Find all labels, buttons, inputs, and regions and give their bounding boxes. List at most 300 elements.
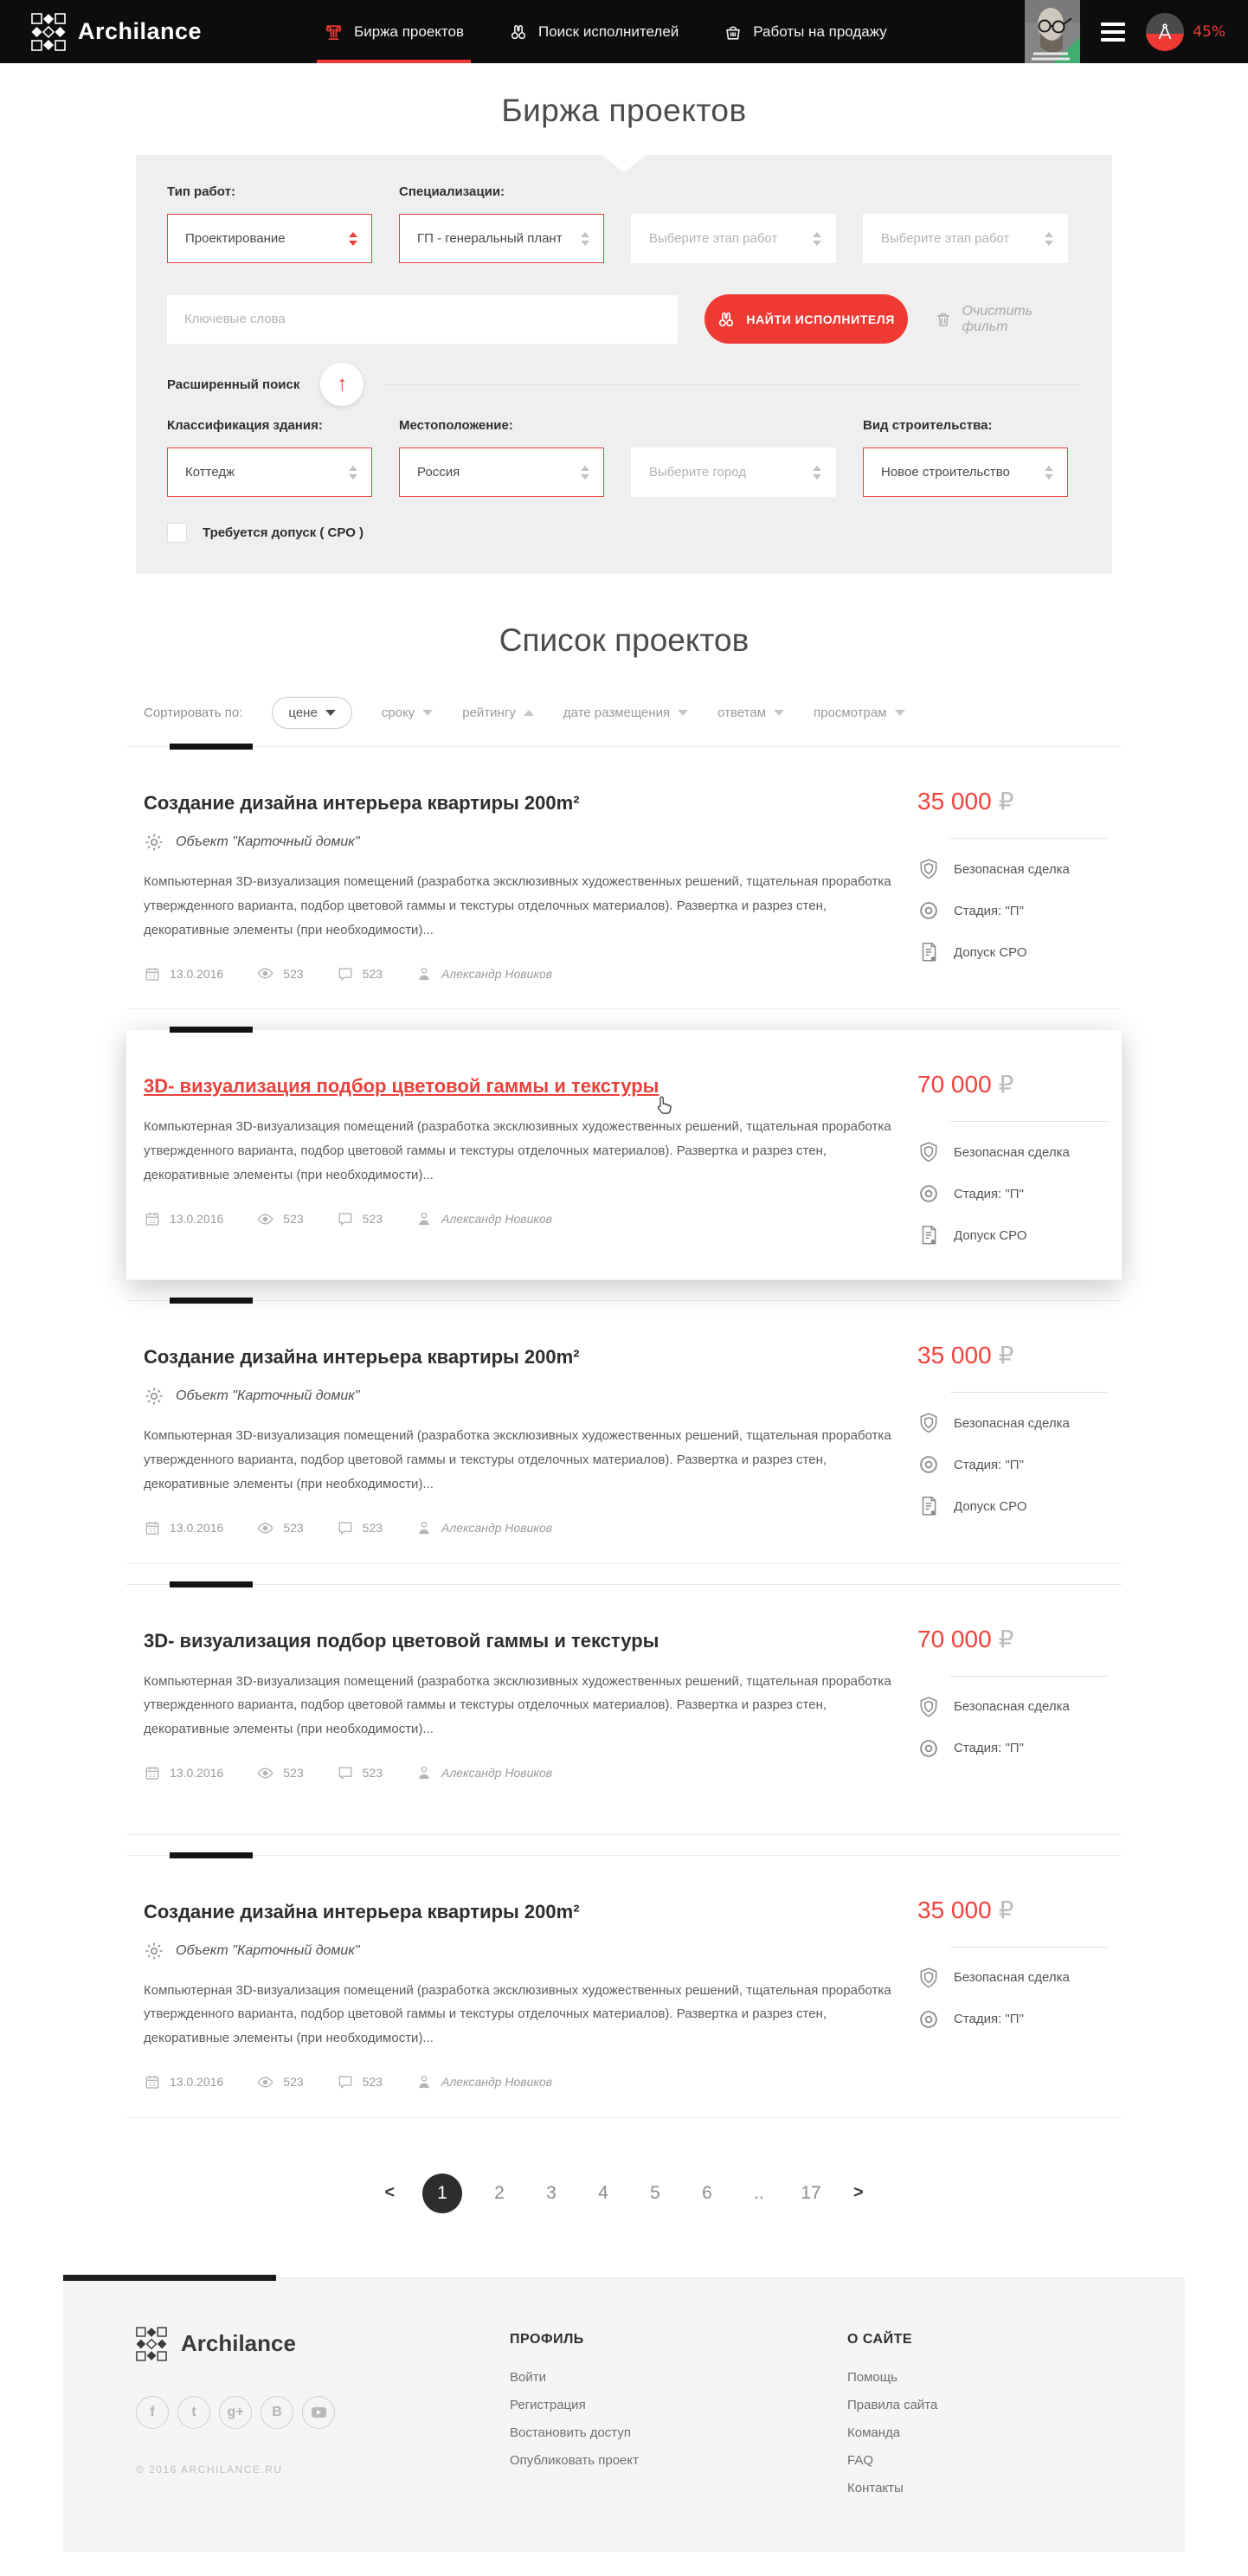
project-price <box>917 787 1108 815</box>
nav-item-label: Поиск исполнителей <box>538 23 679 40</box>
project-side-panel <box>917 1625 1108 1760</box>
price-amount: 35 000 <box>917 1342 992 1369</box>
archilance-logo-icon <box>31 13 66 51</box>
header-right-cluster <box>1025 0 1225 63</box>
filter-select-2-4[interactable] <box>863 448 1068 497</box>
project-date <box>144 1519 223 1536</box>
person-icon <box>415 1764 433 1781</box>
project-description: Компьютерная 3D-визуализация помещений (разработка эксклюзивных художественных решений, тщательная проработка утвержденного варианта, подбор цветовой гаммы и текстуры отделочных материалов). Развертка и разрез стен, декоративные элементы (при необходимости)... <box>144 1982 891 2045</box>
project-card <box>126 746 1122 1009</box>
project-title-link[interactable]: Создание дизайна интерьера квартиры 200m² <box>144 1346 580 1368</box>
project-comments <box>337 1519 383 1536</box>
calendar-icon <box>144 1764 161 1781</box>
hamburger-menu-icon[interactable] <box>1101 23 1125 42</box>
select-arrows-icon <box>581 466 589 480</box>
sort-option-label: рейтингу <box>462 705 516 720</box>
pagination-page-1[interactable]: 1 <box>422 2174 462 2213</box>
social-links <box>136 2396 510 2429</box>
nav-item-label: Биржа проектов <box>354 23 464 40</box>
badge-label: Стадия: "П" <box>954 2012 1024 2026</box>
filter-panel <box>136 155 1112 574</box>
project-meta-row <box>144 964 905 982</box>
advanced-search-row <box>167 363 1081 406</box>
project-object-label: Объект "Карточный домик" <box>176 834 360 849</box>
project-title-link[interactable]: 3D- визуализация подбор цветовой гаммы и текстуры <box>144 1629 659 1652</box>
project-price <box>917 1896 1108 1924</box>
stage-icon <box>917 1453 940 1476</box>
nav-item-label: Работы на продажу <box>753 23 887 40</box>
project-views <box>256 2073 303 2091</box>
footer-link-Помощь[interactable]: Помощь <box>847 2369 897 2385</box>
project-card <box>126 1029 1122 1280</box>
calendar-icon <box>144 965 161 982</box>
price-amount: 70 000 <box>917 1071 992 1098</box>
badge-label: Допуск СРО <box>954 1227 1027 1243</box>
profile-progress[interactable] <box>1146 13 1225 51</box>
badge-label: Безопасная сделка <box>954 861 1070 877</box>
document-icon <box>917 1495 940 1517</box>
pagination-page-4[interactable]: 4 <box>598 2182 608 2203</box>
footer-link-item <box>510 2398 847 2413</box>
sort-options <box>272 697 904 729</box>
document-icon <box>917 1224 940 1246</box>
caret-up-icon <box>524 710 534 716</box>
sort-option-label: сроку <box>381 705 415 720</box>
project-date-value: 13.0.2016 <box>170 966 224 981</box>
filter-column <box>631 184 836 263</box>
project-side-panel <box>917 787 1108 963</box>
google-plus-icon[interactable]: g+ <box>219 2396 252 2429</box>
ruble-sign: ₽ <box>998 1895 1014 1924</box>
binoculars-icon <box>717 310 736 329</box>
sort-row <box>126 697 1122 729</box>
project-price <box>917 1625 1108 1653</box>
badge-document <box>917 1495 1108 1517</box>
divider-line <box>384 384 1081 385</box>
calendar-icon <box>144 1210 161 1227</box>
price-amount: 35 000 <box>917 788 992 815</box>
footer-columns <box>510 2327 1185 2496</box>
project-comments <box>337 1210 383 1227</box>
ruble-sign: ₽ <box>998 1070 1014 1099</box>
badge-stage <box>917 899 1108 922</box>
person-icon <box>415 1210 433 1227</box>
footer-link-FAQ[interactable]: FAQ <box>847 2452 874 2468</box>
advanced-search-label: Расширенный поиск <box>167 377 300 392</box>
project-badges <box>917 1141 1108 1246</box>
footer-link-Команда[interactable]: Команда <box>847 2425 901 2440</box>
select-arrows-icon <box>813 232 821 246</box>
badge-label: Допуск СРО <box>954 944 1027 960</box>
sort-option-label: дате размещения <box>563 705 671 720</box>
project-card <box>126 1584 1122 1835</box>
project-date-value: 13.0.2016 <box>170 1766 224 1781</box>
project-date <box>144 1764 223 1781</box>
filter-label: Классификация здания: <box>167 418 323 433</box>
footer-column-1 <box>510 2327 847 2496</box>
filter-select-1-2[interactable] <box>399 214 604 263</box>
footer-link-list <box>510 2370 847 2469</box>
project-meta-row <box>144 1210 905 1228</box>
project-price <box>917 1341 1108 1369</box>
gear-icon <box>144 832 164 853</box>
clear-filter-label: Очистить фильт <box>962 303 1033 334</box>
project-object-row <box>144 832 905 853</box>
page-title: Биржа проектов <box>501 93 747 128</box>
project-description: Компьютерная 3D-визуализация помещений (разработка эксклюзивных художественных решений, тщательная проработка утвержденного варианта, подбор цветовой гаммы и текстуры отделочных материалов). Развертка и разрез стен, декоративные элементы (при необходимости)... <box>144 1119 891 1182</box>
filter-select-2-2[interactable] <box>399 448 604 497</box>
project-title-link[interactable]: Создание дизайна интерьера квартиры 200m² <box>144 1900 580 1922</box>
user-avatar[interactable] <box>1025 0 1080 63</box>
badge-label: Стадия: "П" <box>954 1741 1024 1755</box>
project-price <box>917 1070 1108 1098</box>
select-arrows-icon <box>1045 466 1053 480</box>
sort-option-ответам[interactable] <box>717 705 784 720</box>
comment-icon <box>337 1519 354 1536</box>
footer <box>63 2277 1185 2552</box>
filter-label <box>631 418 836 435</box>
badge-shield <box>917 1967 1108 1989</box>
project-description: Компьютерная 3D-визуализация помещений (разработка эксклюзивных художественных решений, тщательная проработка утвержденного варианта, подбор цветовой гаммы и текстуры отделочных материалов). Развертка и разрез стен, декоративные элементы (при необходимости)... <box>144 874 891 937</box>
nav-item-3[interactable] <box>701 0 910 63</box>
filter-column <box>399 184 604 263</box>
find-performer-label: НАЙТИ ИСПОЛНИТЕЛЯ <box>746 312 895 326</box>
footer-link-item <box>510 2370 847 2386</box>
youtube-icon[interactable] <box>302 2396 335 2429</box>
project-views-value: 523 <box>283 2075 304 2090</box>
project-date <box>144 965 223 982</box>
footer-brand[interactable] <box>136 2327 510 2361</box>
stage-icon <box>917 2008 940 2031</box>
badge-label: Безопасная сделка <box>954 1415 1070 1431</box>
basket-icon <box>724 23 743 42</box>
footer-link-item <box>847 2398 1185 2413</box>
badge-stage <box>917 1453 1108 1476</box>
project-author-value: Александр Новиков <box>441 966 553 981</box>
select-arrows-icon <box>813 466 821 480</box>
select-value: Новое строительство <box>881 465 1010 480</box>
badge-shield <box>917 858 1108 880</box>
project-author-value: Александр Новиков <box>441 1766 553 1781</box>
binoculars-icon <box>509 23 528 42</box>
sort-option-дате-размещения[interactable] <box>563 705 688 720</box>
project-badges <box>917 1696 1108 1760</box>
clear-filter-button[interactable] <box>935 304 1081 335</box>
calendar-icon <box>144 2073 161 2090</box>
filter-column <box>863 418 1068 497</box>
project-badges <box>917 858 1108 963</box>
badge-label: Стадия: "П" <box>954 903 1024 918</box>
twitter-icon[interactable]: t <box>177 2396 210 2429</box>
project-author <box>415 2073 552 2090</box>
footer-link-item <box>847 2481 1185 2496</box>
project-views <box>256 1764 303 1782</box>
filter-keywords-row <box>167 294 1081 344</box>
project-side-panel <box>917 1341 1108 1517</box>
sort-option-просмотрам[interactable] <box>814 705 905 720</box>
project-comments-value: 523 <box>362 1212 383 1226</box>
badge-label: Допуск СРО <box>954 1498 1027 1514</box>
sro-checkbox-row <box>167 523 1081 543</box>
comment-icon <box>337 1764 354 1781</box>
sort-option-сроку[interactable] <box>382 705 433 720</box>
pagination-page-17[interactable]: 17 <box>801 2182 821 2203</box>
caret-down-icon <box>422 710 433 716</box>
project-comments-value: 523 <box>362 1521 383 1535</box>
project-views <box>256 1519 303 1537</box>
project-comments <box>337 965 383 982</box>
project-badges <box>917 1967 1108 2031</box>
project-views <box>256 1210 303 1228</box>
shield-icon <box>917 1967 940 1989</box>
footer-link-list <box>847 2370 1185 2496</box>
project-date-value: 13.0.2016 <box>170 1212 224 1226</box>
project-author <box>415 965 552 982</box>
vk-icon[interactable]: B <box>261 2396 293 2429</box>
project-object-row <box>144 1941 905 1961</box>
sort-option-label: просмотрам <box>814 705 887 720</box>
compass-badge-icon <box>1146 13 1184 51</box>
filter-select-1-1[interactable] <box>167 214 372 263</box>
nav-item-2[interactable] <box>486 0 701 63</box>
project-object-row <box>144 1386 905 1407</box>
eye-icon <box>256 1519 274 1537</box>
column-icon <box>324 22 344 42</box>
card-top-marker <box>170 744 253 750</box>
keywords-input[interactable] <box>167 295 678 344</box>
side-divider <box>950 1121 1108 1122</box>
filter-column <box>167 418 372 497</box>
brand-name: Archilance <box>78 18 203 44</box>
filter-row-1 <box>167 184 1081 263</box>
badge-label: Стадия: "П" <box>954 1186 1024 1201</box>
calendar-icon <box>144 1519 161 1536</box>
ruble-sign: ₽ <box>998 787 1014 815</box>
sort-option-label: цене <box>288 705 318 720</box>
side-divider <box>950 1676 1108 1677</box>
side-divider <box>950 838 1108 839</box>
pagination-page-5[interactable]: 5 <box>650 2182 660 2203</box>
sort-option-рейтингу[interactable] <box>462 705 534 720</box>
badge-shield <box>917 1696 1108 1718</box>
filter-label: Тип работ: <box>167 184 235 199</box>
filter-label: Местоположение: <box>399 418 513 433</box>
project-author <box>415 1210 552 1227</box>
pagination-page-2[interactable]: 2 <box>494 2182 505 2203</box>
project-author-value: Александр Новиков <box>441 1212 553 1226</box>
badge-label: Безопасная сделка <box>954 1144 1070 1160</box>
project-badges <box>917 1412 1108 1517</box>
stage-icon <box>917 1182 940 1205</box>
project-comments-value: 523 <box>362 2075 383 2090</box>
pagination-prev[interactable]: < <box>384 2183 395 2203</box>
footer-link-item <box>510 2453 847 2469</box>
sro-checkbox-label: Требуется допуск ( СРО ) <box>203 525 364 540</box>
shield-icon <box>917 1412 940 1434</box>
badge-label: Стадия: "П" <box>954 1457 1024 1472</box>
footer-link-Регистрация[interactable]: Регистрация <box>510 2397 586 2412</box>
side-divider <box>950 1947 1108 1948</box>
footer-link-item <box>510 2425 847 2441</box>
project-meta-row <box>144 1764 905 1782</box>
project-date <box>144 2073 223 2090</box>
project-author-value: Александр Новиков <box>441 2075 553 2090</box>
project-comments-value: 523 <box>362 966 383 981</box>
filter-column <box>399 418 604 497</box>
filter-column <box>167 184 372 263</box>
project-title-link[interactable]: 3D- визуализация подбор цветовой гаммы и текстуры <box>144 1075 659 1098</box>
project-views <box>256 964 303 982</box>
select-value: Выберите этап работ <box>881 231 1010 246</box>
select-value: Выберите город <box>649 465 747 480</box>
badge-shield <box>917 1141 1108 1163</box>
caret-down-icon <box>895 710 905 716</box>
youtube-play-shape <box>312 2407 326 2418</box>
project-author-value: Александр Новиков <box>441 1521 553 1535</box>
shield-icon <box>917 1696 940 1718</box>
card-top-marker <box>170 1852 253 1858</box>
sort-label: Сортировать по: <box>144 705 243 720</box>
project-views-value: 523 <box>283 1521 304 1535</box>
side-divider <box>950 1392 1108 1393</box>
filter-select-2-1[interactable] <box>167 448 372 497</box>
sro-checkbox[interactable] <box>167 523 187 543</box>
progress-percent: 45% <box>1193 23 1225 41</box>
ruble-sign: ₽ <box>998 1341 1014 1370</box>
footer-link-Контакты[interactable]: Контакты <box>847 2480 904 2496</box>
filter-label: Специализации: <box>399 184 505 199</box>
archilance-logo-icon <box>136 2327 167 2361</box>
main-nav <box>301 0 910 63</box>
cursor-pointer-icon <box>652 1094 674 1117</box>
project-object-label: Объект "Карточный домик" <box>176 1388 360 1404</box>
pagination-page-..: .. <box>754 2182 764 2203</box>
shield-icon <box>917 858 940 880</box>
badge-shield <box>917 1412 1108 1434</box>
filter-label: Вид строительства: <box>863 418 993 433</box>
select-value: Коттедж <box>185 465 235 480</box>
find-performer-button[interactable] <box>704 294 908 344</box>
badge-document <box>917 941 1108 963</box>
pagination-next[interactable]: > <box>853 2183 864 2203</box>
comment-icon <box>337 965 354 982</box>
footer-link-Правила-сайта[interactable]: Правила сайта <box>847 2397 938 2412</box>
eye-icon <box>256 2073 274 2091</box>
facebook-icon[interactable]: f <box>136 2396 169 2429</box>
footer-link-Опубликовать-проект[interactable]: Опубликовать проект <box>510 2452 639 2468</box>
footer-brand-name: Archilance <box>181 2330 296 2357</box>
badge-label: Безопасная сделка <box>954 1970 1070 1985</box>
select-arrows-icon <box>349 232 357 246</box>
price-amount: 35 000 <box>917 1896 992 1923</box>
trash-icon <box>935 311 952 328</box>
project-comments <box>337 2073 383 2090</box>
select-value: Россия <box>417 465 460 480</box>
badge-document <box>917 1224 1108 1246</box>
footer-link-item <box>847 2370 1185 2386</box>
footer-link-Войти[interactable]: Войти <box>510 2369 546 2385</box>
badge-stage <box>917 2008 1108 2031</box>
nav-item-1[interactable] <box>301 0 486 63</box>
project-card <box>126 1855 1122 2118</box>
gear-icon <box>144 1386 164 1407</box>
project-date <box>144 1210 223 1227</box>
person-icon <box>415 1519 433 1536</box>
ruble-sign: ₽ <box>998 1624 1014 1653</box>
project-meta-row <box>144 1519 905 1537</box>
badge-stage <box>917 1737 1108 1760</box>
pagination-page-3[interactable]: 3 <box>546 2182 556 2203</box>
sort-option-label: ответам <box>717 705 767 720</box>
sort-option-цене[interactable] <box>272 697 351 729</box>
project-author <box>415 1519 552 1536</box>
badge-label: Безопасная сделка <box>954 1699 1070 1714</box>
select-value: ГП - генеральный плант <box>417 231 563 246</box>
caret-down-icon <box>325 710 336 716</box>
card-top-marker <box>170 1581 253 1587</box>
filter-column <box>631 418 836 497</box>
filter-label <box>631 184 836 202</box>
person-icon <box>415 965 433 982</box>
project-comments-value: 523 <box>362 1766 383 1781</box>
pagination-page-6[interactable]: 6 <box>702 2182 712 2203</box>
project-title-link[interactable]: Создание дизайна интерьера квартиры 200m² <box>144 792 580 814</box>
shield-icon <box>917 1141 940 1163</box>
person-icon <box>415 2073 433 2090</box>
filter-select-2-3[interactable] <box>631 448 836 497</box>
caret-down-icon <box>678 710 688 716</box>
card-top-marker <box>170 1298 253 1304</box>
filter-select-1-3[interactable] <box>631 214 836 263</box>
filter-select-1-4[interactable] <box>863 214 1068 263</box>
project-side-panel <box>917 1896 1108 2031</box>
project-date-value: 13.0.2016 <box>170 1521 224 1535</box>
stage-icon <box>917 899 940 922</box>
project-meta-row <box>144 2073 905 2091</box>
footer-column-title: ПРОФИЛЬ <box>510 2331 584 2347</box>
select-arrows-icon <box>581 232 589 246</box>
stage-icon <box>917 1737 940 1760</box>
project-views-value: 523 <box>283 1212 304 1226</box>
brand[interactable] <box>31 13 202 51</box>
project-comments <box>337 1764 383 1781</box>
footer-column-2 <box>847 2327 1185 2496</box>
project-description: Компьютерная 3D-визуализация помещений (разработка эксклюзивных художественных решений, тщательная проработка утвержденного варианта, подбор цветовой гаммы и текстуры отделочных материалов). Развертка и разрез стен, декоративные элементы (при необходимости)... <box>144 1673 891 1736</box>
project-list-heading: Список проектов <box>499 622 749 658</box>
gear-icon <box>144 1941 164 1961</box>
eye-icon <box>256 1210 274 1228</box>
select-value: Проектирование <box>185 231 286 246</box>
comment-icon <box>337 1210 354 1227</box>
footer-link-Востановить-доступ[interactable]: Востановить доступ <box>510 2425 631 2440</box>
project-cards-list <box>126 746 1122 2118</box>
project-card <box>126 1300 1122 1563</box>
comment-icon <box>337 2073 354 2090</box>
select-arrows-icon <box>349 466 357 480</box>
advanced-search-toggle[interactable]: ↑ <box>320 363 363 406</box>
filter-column <box>863 184 1068 263</box>
panel-notch <box>601 155 647 172</box>
select-arrows-icon <box>1045 232 1053 246</box>
eye-icon <box>256 1764 274 1782</box>
price-amount: 70 000 <box>917 1625 992 1652</box>
project-description: Компьютерная 3D-визуализация помещений (разработка эксклюзивных художественных решений, тщательная проработка утвержденного варианта, подбор цветовой гаммы и текстуры отделочных материалов). Развертка и разрез стен, декоративные элементы (при необходимости)... <box>144 1428 891 1491</box>
badge-stage <box>917 1182 1108 1205</box>
project-views-value: 523 <box>283 1766 304 1781</box>
footer-link-item <box>847 2453 1185 2469</box>
project-author <box>415 1764 552 1781</box>
caret-down-icon <box>774 710 784 716</box>
